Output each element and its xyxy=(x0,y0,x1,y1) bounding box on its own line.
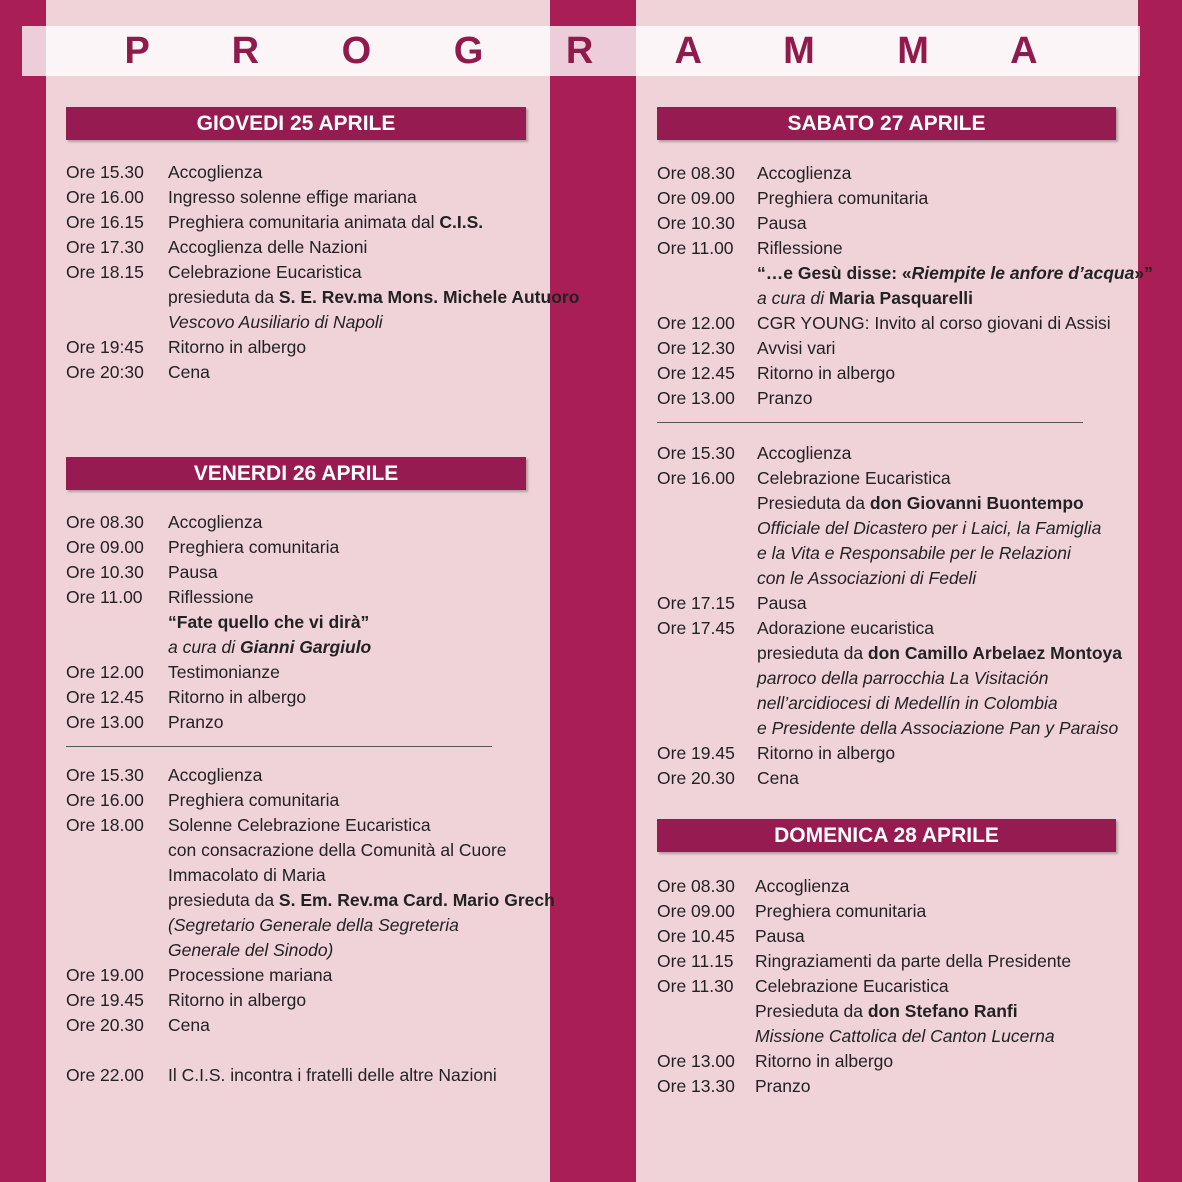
schedule-row xyxy=(657,691,1127,716)
schedule-activity xyxy=(755,1074,1127,1099)
schedule-time xyxy=(657,691,757,716)
activity-text: Accoglienza xyxy=(168,162,263,182)
activity-text: Presieduta da xyxy=(755,1001,868,1021)
schedule-activity xyxy=(168,335,546,360)
activity-italic: e la Vita e Responsabile per le Relazioni xyxy=(757,543,1071,563)
activity-bold: S. E. Rev.ma Mons. Michele Autuoro xyxy=(278,287,580,307)
schedule-activity xyxy=(168,963,546,988)
day-header-thursday: GIOVEDI 25 APRILE xyxy=(66,107,526,140)
schedule-row xyxy=(657,516,1127,541)
activity-bold2: »” xyxy=(1134,263,1153,283)
schedule-time: Ore 18.15 xyxy=(66,262,144,282)
schedule-time xyxy=(657,541,757,566)
activity-text: Riflessione xyxy=(168,587,254,607)
activity-text: Ritorno in albergo xyxy=(168,687,307,707)
schedule-activity xyxy=(757,741,1127,766)
activity-text: Celebrazione Eucaristica xyxy=(168,262,362,282)
schedule-activity xyxy=(757,491,1127,516)
schedule-row xyxy=(657,466,1127,491)
schedule-activity xyxy=(168,310,546,335)
schedule-row xyxy=(657,566,1127,591)
schedule-thursday xyxy=(66,160,580,385)
schedule-time: Ore 09.00 xyxy=(66,537,144,557)
schedule-time: Ore 22.00 xyxy=(66,1065,144,1085)
schedule-activity xyxy=(757,666,1127,691)
schedule-activity xyxy=(168,863,546,888)
activity-italic: Missione Cattolica del Canton Lucerna xyxy=(755,1026,1055,1046)
schedule-time: Ore 09.00 xyxy=(657,188,735,208)
activity-text: Ingresso solenne effige mariana xyxy=(168,187,417,207)
schedule-row xyxy=(657,874,1127,899)
schedule-row xyxy=(66,635,546,660)
schedule-activity xyxy=(168,585,546,610)
schedule-time xyxy=(657,261,757,286)
activity-bold: “Fate quello che vi dirà” xyxy=(168,612,370,632)
schedule-row xyxy=(66,610,546,635)
schedule-activity xyxy=(168,260,546,285)
schedule-time xyxy=(66,938,168,963)
activity-italic: Generale del Sinodo) xyxy=(168,940,334,960)
activity-text: Ritorno in albergo xyxy=(757,743,896,763)
activity-text: Accoglienza xyxy=(755,876,850,896)
schedule-row xyxy=(657,1024,1127,1049)
schedule-row xyxy=(657,541,1127,566)
activity-text: Pranzo xyxy=(168,712,224,732)
schedule-row xyxy=(657,261,1153,286)
schedule-activity xyxy=(168,838,546,863)
activity-italic: Officiale del Dicastero per i Laici, la Famiglia xyxy=(757,518,1102,538)
schedule-row xyxy=(66,235,546,260)
schedule-time: Ore 13.00 xyxy=(657,1051,735,1071)
schedule-row xyxy=(66,1063,546,1088)
schedule-time: Ore 19.45 xyxy=(66,990,144,1010)
section-divider xyxy=(66,746,492,747)
schedule-time: Ore 16.15 xyxy=(66,212,144,232)
schedule-activity xyxy=(757,211,1127,236)
schedule-row xyxy=(657,766,1127,791)
activity-text: Pausa xyxy=(168,562,218,582)
schedule-row xyxy=(657,999,1127,1024)
schedule-activity xyxy=(168,185,546,210)
schedule-row xyxy=(657,336,1127,361)
schedule-row xyxy=(657,949,1127,974)
schedule-row xyxy=(66,763,546,788)
schedule-activity xyxy=(757,336,1127,361)
schedule-row xyxy=(66,660,546,685)
schedule-row xyxy=(657,899,1127,924)
schedule-row xyxy=(657,186,1127,211)
schedule-time xyxy=(66,838,168,863)
activity-bold: S. Em. Rev.ma Card. Mario Grech xyxy=(278,890,555,910)
activity-text: Pausa xyxy=(755,926,805,946)
schedule-row xyxy=(66,585,546,610)
schedule-activity xyxy=(168,510,546,535)
schedule-activity xyxy=(757,566,1127,591)
activity-italic: (Segretario Generale della Segreteria xyxy=(168,915,459,935)
schedule-activity xyxy=(757,441,1127,466)
activity-text: Immacolato di Maria xyxy=(168,865,326,885)
activity-text: Processione mariana xyxy=(168,965,333,985)
activity-text: Accoglienza xyxy=(168,765,263,785)
schedule-time: Ore 12.45 xyxy=(66,687,144,707)
activity-text: Solenne Celebrazione Eucaristica xyxy=(168,815,431,835)
activity-text: Preghiera comunitaria xyxy=(168,790,340,810)
schedule-activity xyxy=(168,210,546,235)
schedule-time: Ore 10.30 xyxy=(66,562,144,582)
schedule-time xyxy=(657,491,757,516)
schedule-row xyxy=(66,813,546,838)
schedule-row xyxy=(657,361,1127,386)
activity-italic: nell’arcidiocesi di Medellín in Colombia xyxy=(757,693,1058,713)
schedule-row xyxy=(66,185,546,210)
activity-bold: don Camillo Arbelaez Montoya xyxy=(867,643,1123,663)
activity-italic: a cura di xyxy=(757,288,829,308)
schedule-friday xyxy=(66,510,555,1088)
schedule-activity xyxy=(757,286,1127,311)
schedule-activity xyxy=(168,560,546,585)
day-header-saturday: SABATO 27 APRILE xyxy=(657,107,1116,140)
activity-text: Pranzo xyxy=(755,1076,811,1096)
schedule-activity xyxy=(757,311,1127,336)
activity-text: Ritorno in albergo xyxy=(755,1051,894,1071)
activity-text: Cena xyxy=(168,362,210,382)
schedule-time: Ore 17.15 xyxy=(657,593,735,613)
schedule-activity xyxy=(168,635,546,660)
schedule-row xyxy=(66,535,546,560)
activity-bold-italic: Riempite le anfore d’acqua xyxy=(911,263,1135,283)
day-header-friday: VENERDI 26 APRILE xyxy=(66,457,526,490)
schedule-time: Ore 08.30 xyxy=(657,876,735,896)
schedule-activity xyxy=(168,813,546,838)
schedule-row xyxy=(657,924,1127,949)
schedule-activity xyxy=(168,913,546,938)
schedule-time xyxy=(657,716,757,741)
activity-text: Preghiera comunitaria animata dal xyxy=(168,212,440,232)
activity-bold: don Stefano Ranfi xyxy=(867,1001,1018,1021)
schedule-time xyxy=(66,610,168,635)
activity-text: presieduta da xyxy=(757,643,868,663)
schedule-row xyxy=(657,716,1127,741)
schedule-time: Ore 13.00 xyxy=(66,712,144,732)
activity-text: Pausa xyxy=(757,593,807,613)
schedule-row xyxy=(657,666,1127,691)
schedule-time: Ore 08.30 xyxy=(657,163,735,183)
schedule-row xyxy=(66,510,546,535)
schedule-row xyxy=(66,1013,546,1038)
day-header-sunday: DOMENICA 28 APRILE xyxy=(657,819,1116,852)
schedule-activity xyxy=(757,466,1127,491)
schedule-activity xyxy=(168,610,546,635)
schedule-row xyxy=(657,974,1127,999)
activity-text: Accoglienza xyxy=(757,163,852,183)
activity-italic: con le Associazioni di Fedeli xyxy=(757,568,977,588)
schedule-row xyxy=(66,788,546,813)
schedule-row xyxy=(66,888,555,913)
schedule-time: Ore 20.30 xyxy=(66,1015,144,1035)
schedule-activity xyxy=(757,186,1127,211)
schedule-time xyxy=(66,285,168,310)
activity-text: Pranzo xyxy=(757,388,813,408)
activity-text: Avvisi vari xyxy=(757,338,836,358)
schedule-time xyxy=(66,888,168,913)
schedule-time: Ore 16.00 xyxy=(657,468,735,488)
schedule-row xyxy=(66,988,546,1013)
schedule-row xyxy=(66,160,546,185)
schedule-row xyxy=(66,285,580,310)
schedule-activity xyxy=(168,660,546,685)
schedule-time: Ore 12.45 xyxy=(657,363,735,383)
schedule-activity xyxy=(168,788,546,813)
schedule-row xyxy=(66,913,546,938)
schedule-time: Ore 12.30 xyxy=(657,338,735,358)
schedule-activity xyxy=(168,535,546,560)
schedule-activity xyxy=(757,766,1127,791)
activity-italic: parroco della parrocchia La Visitación xyxy=(757,668,1049,688)
schedule-time: Ore 11.00 xyxy=(66,587,143,607)
schedule-time: Ore 10.30 xyxy=(657,213,735,233)
schedule-activity xyxy=(168,888,555,913)
activity-text: con consacrazione della Comunità al Cuore xyxy=(168,840,507,860)
schedule-activity xyxy=(168,1013,546,1038)
schedule-activity xyxy=(757,361,1127,386)
schedule-time: Ore 11.00 xyxy=(657,238,734,258)
schedule-time: Ore 11.15 xyxy=(657,951,734,971)
schedule-activity xyxy=(168,360,546,385)
schedule-time: Ore 15.30 xyxy=(66,162,144,182)
schedule-row xyxy=(66,963,546,988)
schedule-activity xyxy=(755,999,1127,1024)
schedule-row xyxy=(657,591,1127,616)
schedule-row xyxy=(66,938,546,963)
schedule-activity xyxy=(168,763,546,788)
activity-bold: Maria Pasquarelli xyxy=(828,288,973,308)
activity-text: Testimonianze xyxy=(168,662,280,682)
schedule-activity xyxy=(168,710,546,735)
activity-bold: “…e Gesù disse: « xyxy=(757,263,912,283)
activity-text: Il C.I.S. incontra i fratelli delle altre Nazioni xyxy=(168,1065,497,1085)
schedule-row xyxy=(657,491,1127,516)
activity-italic: a cura di xyxy=(168,637,240,657)
schedule-time: Ore 19.45 xyxy=(657,743,735,763)
schedule-row xyxy=(66,710,546,735)
schedule-time xyxy=(657,286,757,311)
schedule-row xyxy=(657,161,1127,186)
schedule-time xyxy=(657,566,757,591)
schedule-time: Ore 13.30 xyxy=(657,1076,735,1096)
schedule-row xyxy=(657,286,1127,311)
schedule-row xyxy=(66,335,546,360)
activity-text: Adorazione eucaristica xyxy=(757,618,935,638)
schedule-time: Ore 11.30 xyxy=(657,976,734,996)
schedule-row xyxy=(657,1049,1127,1074)
activity-text: Cena xyxy=(168,1015,210,1035)
section-divider xyxy=(657,422,1083,423)
schedule-row xyxy=(657,641,1127,666)
schedule-activity xyxy=(755,1049,1127,1074)
schedule-time: Ore 19:45 xyxy=(66,337,144,357)
activity-bold-italic: Gianni Gargiulo xyxy=(239,637,372,657)
schedule-time: Ore 13.00 xyxy=(657,388,735,408)
schedule-activity xyxy=(168,988,546,1013)
schedule-time: Ore 18.00 xyxy=(66,815,144,835)
activity-text: Ritorno in albergo xyxy=(757,363,896,383)
schedule-time: Ore 16.00 xyxy=(66,187,144,207)
schedule-activity xyxy=(755,899,1127,924)
schedule-activity xyxy=(755,924,1127,949)
schedule-activity xyxy=(168,1063,546,1088)
schedule-activity xyxy=(755,874,1127,899)
schedule-activity xyxy=(757,386,1127,411)
activity-bold: don Giovanni Buontempo xyxy=(869,493,1084,513)
activity-text: Preghiera comunitaria xyxy=(757,188,929,208)
schedule-activity xyxy=(755,974,1127,999)
activity-text: Accoglienza xyxy=(757,443,852,463)
schedule-row xyxy=(66,838,546,863)
schedule-row xyxy=(66,260,546,285)
schedule-row xyxy=(657,741,1127,766)
schedule-activity xyxy=(757,641,1127,666)
schedule-row xyxy=(657,236,1127,261)
schedule-time: Ore 20:30 xyxy=(66,362,144,382)
schedule-activity xyxy=(168,285,579,310)
schedule-activity xyxy=(757,516,1127,541)
activity-bold: C.I.S. xyxy=(439,212,484,232)
schedule-time: Ore 20.30 xyxy=(657,768,735,788)
schedule-activity xyxy=(757,591,1127,616)
schedule-row xyxy=(66,685,546,710)
activity-text: Celebrazione Eucaristica xyxy=(757,468,951,488)
schedule-row xyxy=(657,386,1127,411)
schedule-activity xyxy=(757,541,1127,566)
schedule-row xyxy=(66,310,546,335)
activity-text: Pausa xyxy=(757,213,807,233)
schedule-time xyxy=(66,863,168,888)
schedule-time xyxy=(657,516,757,541)
activity-text: CGR YOUNG: Invito al corso giovani di Assisi xyxy=(757,313,1111,333)
schedule-time xyxy=(66,913,168,938)
schedule-time: Ore 16.00 xyxy=(66,790,144,810)
activity-text: Preghiera comunitaria xyxy=(755,901,927,921)
schedule-saturday xyxy=(657,161,1153,791)
schedule-activity xyxy=(168,685,546,710)
schedule-sunday xyxy=(657,874,1127,1099)
schedule-activity xyxy=(757,716,1127,741)
activity-text: Ringraziamenti da parte della Presidente xyxy=(755,951,1072,971)
activity-italic: e Presidente della Associazione Pan y Paraiso xyxy=(757,718,1119,738)
schedule-time: Ore 12.00 xyxy=(657,313,735,333)
activity-text: Celebrazione Eucaristica xyxy=(755,976,949,996)
schedule-activity xyxy=(168,235,546,260)
schedule-time xyxy=(66,635,168,660)
schedule-time: Ore 15.30 xyxy=(657,443,735,463)
schedule-row xyxy=(66,210,546,235)
schedule-activity xyxy=(757,161,1127,186)
activity-text: Preghiera comunitaria xyxy=(168,537,340,557)
activity-text: Cena xyxy=(757,768,799,788)
schedule-time: Ore 12.00 xyxy=(66,662,144,682)
activity-italic: Vescovo Ausiliario di Napoli xyxy=(168,312,383,332)
schedule-row xyxy=(657,311,1127,336)
schedule-time: Ore 09.00 xyxy=(657,901,735,921)
schedule-time: Ore 17.45 xyxy=(657,618,735,638)
activity-text: Ritorno in albergo xyxy=(168,990,307,1010)
schedule-activity xyxy=(755,949,1127,974)
schedule-activity xyxy=(757,236,1127,261)
schedule-row xyxy=(66,560,546,585)
schedule-row xyxy=(657,211,1127,236)
activity-text: Accoglienza delle Nazioni xyxy=(168,237,368,257)
activity-text: presieduta da xyxy=(168,287,279,307)
schedule-time xyxy=(657,1024,755,1049)
schedule-time: Ore 19.00 xyxy=(66,965,144,985)
activity-text: Presieduta da xyxy=(757,493,870,513)
activity-text: Ritorno in albergo xyxy=(168,337,307,357)
schedule-activity xyxy=(757,691,1127,716)
schedule-time: Ore 15.30 xyxy=(66,765,144,785)
schedule-time xyxy=(657,999,755,1024)
schedule-time xyxy=(657,641,757,666)
schedule-activity xyxy=(757,261,1153,286)
activity-text: Riflessione xyxy=(757,238,843,258)
schedule-activity xyxy=(168,160,546,185)
schedule-row xyxy=(657,441,1127,466)
schedule-activity xyxy=(755,1024,1127,1049)
schedule-time: Ore 10.45 xyxy=(657,926,735,946)
schedule-row xyxy=(657,616,1127,641)
schedule-row xyxy=(657,1074,1127,1099)
schedule-time: Ore 08.30 xyxy=(66,512,144,532)
schedule-time xyxy=(657,666,757,691)
schedule-activity xyxy=(757,616,1127,641)
page-title: P R O G R A M M A xyxy=(124,30,1074,72)
activity-text: Accoglienza xyxy=(168,512,263,532)
schedule-time xyxy=(66,310,168,335)
schedule-activity xyxy=(168,938,546,963)
schedule-row xyxy=(66,360,546,385)
schedule-row xyxy=(66,863,546,888)
activity-text: presieduta da xyxy=(168,890,279,910)
schedule-time: Ore 17.30 xyxy=(66,237,144,257)
